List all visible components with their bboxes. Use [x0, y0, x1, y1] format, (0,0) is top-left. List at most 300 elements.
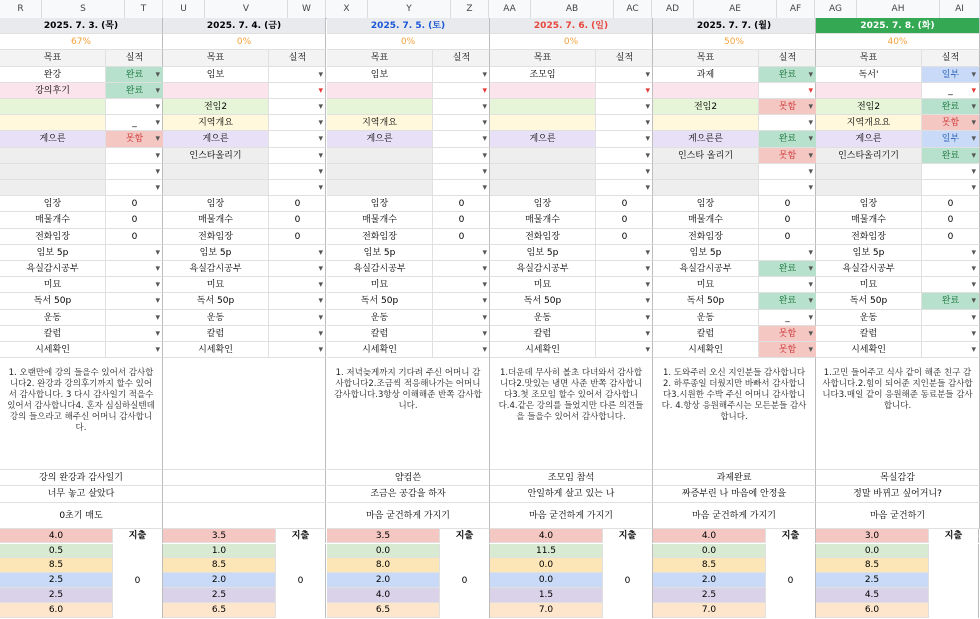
- reflection-2[interactable]: 정말 바뀌고 싶어거니?: [853, 489, 942, 500]
- goal-cell[interactable]: [327, 164, 432, 179]
- result-dropdown[interactable]: [268, 99, 326, 114]
- result-dropdown[interactable]: [105, 180, 163, 195]
- task-row: [0, 148, 163, 164]
- column-header-ad[interactable]: AD: [652, 0, 694, 18]
- result-dropdown[interactable]: [432, 261, 490, 276]
- goal-cell[interactable]: 시세확인: [362, 345, 397, 355]
- goal-cell[interactable]: 과제: [653, 67, 758, 82]
- goal-cell[interactable]: [490, 164, 595, 179]
- result-value: 0: [621, 215, 628, 226]
- result-dropdown[interactable]: [758, 99, 816, 114]
- result-dropdown[interactable]: [921, 326, 979, 341]
- goal-cell[interactable]: [163, 180, 268, 195]
- goal-cell[interactable]: 게으른: [0, 131, 105, 146]
- goal-cell[interactable]: 독서': [816, 67, 921, 82]
- result-dropdown[interactable]: [595, 83, 653, 98]
- result-dropdown[interactable]: [758, 277, 816, 292]
- result-dropdown[interactable]: [921, 131, 979, 146]
- goal-cell[interactable]: 임장: [533, 199, 552, 210]
- goal-cell[interactable]: 임장: [370, 199, 389, 210]
- gratitude-note[interactable]: 1. 오랜만에 강의 들을수 있어서 감사합니다2. 완강과 강의후기까지 할수 있어서 감사합니다. 3 다시 감사일기 적을수 있어서 감사합니다4. 혼자 심심하실텐데 강의 들으라고 해주신 어머니 감사합니다.: [7, 368, 155, 434]
- expense-value[interactable]: 0: [765, 544, 816, 619]
- goal-cell[interactable]: 미묘: [696, 280, 715, 291]
- goal-cell[interactable]: [327, 83, 432, 98]
- result-dropdown[interactable]: [595, 180, 653, 195]
- reflection-3[interactable]: 마음 굳건하게 가지기: [529, 510, 613, 521]
- result-dropdown[interactable]: [105, 196, 163, 211]
- result-dropdown[interactable]: [268, 310, 326, 325]
- reflection-1[interactable]: [163, 470, 325, 485]
- result-dropdown[interactable]: [432, 115, 490, 130]
- reflection-row: [163, 503, 326, 529]
- result-dropdown[interactable]: [105, 212, 163, 227]
- result-dropdown[interactable]: [921, 245, 979, 260]
- goal-cell[interactable]: 시세확인: [688, 345, 723, 355]
- column-header-u[interactable]: U: [163, 0, 205, 18]
- result-dropdown[interactable]: [105, 310, 163, 325]
- result-dropdown[interactable]: [758, 229, 816, 244]
- goal-cell[interactable]: 임보 5p: [852, 247, 885, 258]
- column-header-ac[interactable]: AC: [614, 0, 652, 18]
- result-dropdown[interactable]: [432, 229, 490, 244]
- goal-cell[interactable]: [327, 148, 432, 163]
- result-dropdown[interactable]: [432, 148, 490, 163]
- goal-cell[interactable]: 임보 5p: [199, 247, 232, 258]
- goal-cell[interactable]: 칼럼: [43, 328, 62, 339]
- goal-cell[interactable]: 임보: [327, 67, 432, 82]
- goal-cell[interactable]: 임장: [206, 199, 225, 210]
- result-dropdown[interactable]: [105, 293, 163, 308]
- column-header-s[interactable]: S: [42, 0, 125, 18]
- result-value: 0: [458, 231, 465, 242]
- goal-cell[interactable]: 미묘: [206, 280, 225, 291]
- result-dropdown[interactable]: [921, 164, 979, 179]
- result-dropdown[interactable]: [595, 148, 653, 163]
- status-chip: 완료: [778, 296, 797, 307]
- result-dropdown[interactable]: [595, 326, 653, 341]
- goal-cell[interactable]: 독서 50p: [686, 296, 725, 307]
- goal-cell[interactable]: 미묘: [859, 280, 878, 291]
- reflection-1[interactable]: 강의 완강과 감사일기: [39, 473, 123, 484]
- goal-cell[interactable]: [653, 180, 758, 195]
- expense-value[interactable]: [928, 544, 979, 619]
- goal-cell[interactable]: 강의후기: [0, 83, 105, 98]
- goal-cell[interactable]: [490, 180, 595, 195]
- result-dropdown[interactable]: [921, 342, 979, 357]
- column-header-x[interactable]: X: [326, 0, 368, 18]
- result-dropdown[interactable]: [268, 115, 326, 130]
- result-dropdown[interactable]: [758, 293, 816, 308]
- column-header-t[interactable]: T: [125, 0, 163, 18]
- result-dropdown[interactable]: [595, 212, 653, 227]
- result-dropdown[interactable]: [595, 310, 653, 325]
- result-dropdown[interactable]: [758, 164, 816, 179]
- result-dropdown[interactable]: [432, 326, 490, 341]
- goal-cell[interactable]: 인스타올리기: [163, 148, 268, 163]
- result-dropdown[interactable]: [105, 261, 163, 276]
- summary-value: 8.0: [327, 558, 439, 573]
- goal-cell[interactable]: 임장: [696, 199, 715, 210]
- result-dropdown[interactable]: [921, 148, 979, 163]
- routine-row: [0, 196, 163, 212]
- expense-value[interactable]: 0: [439, 544, 490, 619]
- result-dropdown[interactable]: [268, 245, 326, 260]
- result-dropdown[interactable]: [758, 115, 816, 130]
- result-dropdown[interactable]: [268, 164, 326, 179]
- goal-header: 목표: [533, 53, 552, 64]
- result-dropdown[interactable]: [595, 196, 653, 211]
- goal-cell[interactable]: 임보 5p: [36, 247, 69, 258]
- result-dropdown[interactable]: [105, 245, 163, 260]
- column-header-ab[interactable]: AB: [531, 0, 614, 18]
- result-dropdown[interactable]: [268, 131, 326, 146]
- result-dropdown[interactable]: [921, 229, 979, 244]
- result-dropdown[interactable]: [105, 342, 163, 357]
- column-header-aa[interactable]: AA: [489, 0, 531, 18]
- goal-cell[interactable]: 전화임장: [525, 231, 560, 242]
- goal-cell[interactable]: 시세확인: [35, 345, 70, 355]
- result-dropdown[interactable]: [758, 261, 816, 276]
- goal-cell[interactable]: 게으른: [327, 131, 432, 146]
- goal-cell[interactable]: 매물개수: [198, 215, 233, 226]
- result-dropdown[interactable]: [758, 245, 816, 260]
- goal-cell[interactable]: 운동: [859, 312, 878, 323]
- result-value: 0: [131, 215, 138, 226]
- goal-cell[interactable]: 운동: [43, 312, 62, 323]
- result-dropdown[interactable]: [921, 67, 979, 82]
- goal-cell[interactable]: [0, 180, 105, 195]
- result-value: 0: [784, 231, 791, 242]
- result-dropdown[interactable]: [921, 261, 979, 276]
- result-dropdown[interactable]: [432, 196, 490, 211]
- result-dropdown[interactable]: [595, 245, 653, 260]
- goal-cell[interactable]: 미묘: [533, 280, 552, 291]
- result-dropdown[interactable]: [268, 277, 326, 292]
- result-dropdown[interactable]: [268, 261, 326, 276]
- result-dropdown[interactable]: [432, 131, 490, 146]
- goal-cell[interactable]: 지역개요요: [816, 115, 921, 130]
- result-dropdown[interactable]: [921, 196, 979, 211]
- goal-cell[interactable]: 독서 50p: [33, 296, 72, 307]
- result-dropdown[interactable]: [758, 180, 816, 195]
- goal-cell[interactable]: 시세확인: [851, 345, 886, 355]
- goal-cell[interactable]: 칼럼: [206, 328, 225, 339]
- gratitude-note[interactable]: 1. 저녁늦게까지 기다려 주신 어머니 감사합니다2.조금씩 적응해나가는 어머니 감사합니다.3항상 이해해준 반쪽 감사합니다.: [334, 368, 482, 412]
- goal-cell[interactable]: [327, 99, 432, 114]
- result-dropdown[interactable]: [432, 245, 490, 260]
- goal-cell[interactable]: 게으른: [163, 131, 268, 146]
- percent-row: [327, 34, 490, 50]
- result-dropdown[interactable]: [432, 310, 490, 325]
- date-header[interactable]: 2025. 7. 8. (화): [816, 18, 979, 33]
- goal-cell[interactable]: 전임2: [653, 99, 758, 114]
- goal-cell[interactable]: [327, 180, 432, 195]
- result-dropdown[interactable]: [105, 326, 163, 341]
- result-dropdown[interactable]: [268, 342, 326, 357]
- reflection-2[interactable]: 안일하게 살고 있는 나: [527, 489, 615, 500]
- goal-cell[interactable]: 전화임장: [688, 231, 723, 242]
- goal-cell[interactable]: 칼럼: [859, 328, 878, 339]
- goal-cell[interactable]: [490, 99, 595, 114]
- result-dropdown[interactable]: [432, 67, 490, 82]
- date-row: [490, 18, 653, 34]
- task-row: [490, 83, 653, 99]
- goal-cell[interactable]: 전화임장: [198, 231, 233, 242]
- task-row: [327, 164, 490, 180]
- result-dropdown[interactable]: [432, 99, 490, 114]
- goal-cell[interactable]: 매물개수: [851, 215, 886, 226]
- result-dropdown[interactable]: [432, 83, 490, 98]
- expense-value[interactable]: 0: [602, 544, 653, 619]
- goal-cell[interactable]: 임보 5p: [689, 247, 722, 258]
- goal-cell[interactable]: [0, 164, 105, 179]
- result-dropdown[interactable]: [595, 164, 653, 179]
- reflection-3[interactable]: 마음 굳건하게 가지기: [366, 510, 450, 521]
- goal-cell[interactable]: 욕실감시공부: [189, 264, 242, 274]
- goal-cell[interactable]: [653, 83, 758, 98]
- column-header-ag[interactable]: AG: [815, 0, 857, 18]
- goal-cell[interactable]: 미묘: [370, 280, 389, 291]
- column-header-ai[interactable]: AI: [940, 0, 980, 18]
- goal-cell[interactable]: 지역개요: [163, 115, 268, 130]
- goal-cell[interactable]: 칼럼: [696, 328, 715, 339]
- result-dropdown[interactable]: [921, 83, 979, 98]
- goal-cell[interactable]: 게으른: [490, 131, 595, 146]
- result-dropdown[interactable]: [268, 83, 326, 98]
- goal-cell[interactable]: 욕실감시공부: [353, 264, 406, 274]
- reflection-1[interactable]: 얌컴쓴: [394, 473, 422, 484]
- goal-cell[interactable]: 임보: [163, 67, 268, 82]
- result-dropdown[interactable]: [758, 131, 816, 146]
- expense-value[interactable]: 0: [112, 544, 163, 619]
- result-dropdown[interactable]: [758, 212, 816, 227]
- goal-cell[interactable]: [490, 83, 595, 98]
- goal-cell[interactable]: [653, 115, 758, 130]
- result-dropdown[interactable]: [758, 196, 816, 211]
- reflection-2[interactable]: 조금은 공감을 하자: [370, 489, 446, 500]
- gratitude-note[interactable]: 1.더운데 무사히 볼초 다녀와서 감사합니다2.맛있는 냉면 사준 반쪽 감사합니다3.첫 조모임 할수 있어서 감사합니다.4.같은 강의를 들었지만 다른 의견들을 들을수 있어서 감사합니다.: [498, 368, 644, 423]
- date-header[interactable]: 2025. 7. 3. (목): [0, 18, 162, 33]
- reflection-row: [163, 470, 326, 486]
- result-dropdown[interactable]: [268, 196, 326, 211]
- result-dropdown[interactable]: [758, 83, 816, 98]
- reflection-2[interactable]: 너무 놓고 살았다: [47, 489, 115, 500]
- goal-cell[interactable]: 독서 50p: [849, 296, 888, 307]
- result-dropdown[interactable]: [268, 67, 326, 82]
- goal-cell[interactable]: 인스타올리기기: [816, 148, 921, 163]
- result-dropdown[interactable]: [268, 229, 326, 244]
- result-dropdown[interactable]: [105, 229, 163, 244]
- goal-cell[interactable]: 운동: [206, 312, 225, 323]
- column-header-w[interactable]: W: [288, 0, 326, 18]
- result-dropdown[interactable]: [432, 180, 490, 195]
- routine-row: [163, 293, 326, 309]
- goal-cell[interactable]: 임보 5p: [363, 247, 396, 258]
- result-dropdown[interactable]: [105, 67, 163, 82]
- result-dropdown[interactable]: [105, 148, 163, 163]
- result-dropdown[interactable]: [432, 293, 490, 308]
- reflection-2[interactable]: [163, 486, 325, 501]
- goal-cell[interactable]: 욕실감시공부: [842, 264, 895, 274]
- result-dropdown[interactable]: [758, 326, 816, 341]
- reflection-3[interactable]: 0초기 매도: [59, 510, 103, 521]
- result-dropdown[interactable]: [921, 180, 979, 195]
- reflection-1[interactable]: 과제완료: [716, 473, 752, 484]
- routine-row: [163, 277, 326, 293]
- goal-cell[interactable]: 시세확인: [525, 345, 560, 355]
- reflection-3[interactable]: [163, 503, 325, 528]
- goal-cell[interactable]: 인스타 올리기: [653, 148, 758, 163]
- goal-cell[interactable]: 임보 5p: [526, 247, 559, 258]
- result-dropdown[interactable]: [105, 99, 163, 114]
- goal-cell[interactable]: [490, 115, 595, 130]
- result-dropdown[interactable]: [432, 342, 490, 357]
- goal-cell[interactable]: 지역개요: [327, 115, 432, 130]
- result-dropdown[interactable]: [595, 229, 653, 244]
- goal-cell[interactable]: 칼럼: [533, 328, 552, 339]
- goal-cell[interactable]: 운동: [533, 312, 552, 323]
- goal-cell[interactable]: [653, 164, 758, 179]
- result-dropdown[interactable]: [105, 83, 163, 98]
- result-dropdown[interactable]: [268, 180, 326, 195]
- goal-cell[interactable]: 욕실감시공부: [26, 264, 79, 274]
- result-dropdown[interactable]: [105, 164, 163, 179]
- result-dropdown[interactable]: [268, 212, 326, 227]
- reflection-row: [816, 503, 980, 529]
- goal-cell[interactable]: 운동: [696, 312, 715, 323]
- column-header-r[interactable]: R: [0, 0, 42, 18]
- goal-cell[interactable]: 전임2: [163, 99, 268, 114]
- result-dropdown[interactable]: [921, 310, 979, 325]
- goal-cell[interactable]: 임장: [859, 199, 878, 210]
- reflection-2[interactable]: 짜증부린 나 마음에 안정을: [681, 489, 787, 500]
- goal-cell[interactable]: [490, 148, 595, 163]
- task-row: [816, 115, 980, 131]
- result-value: _: [948, 85, 953, 96]
- task-row: [163, 115, 326, 131]
- goal-cell[interactable]: 독서 50p: [523, 296, 562, 307]
- reflection-1[interactable]: 목실감감: [880, 473, 915, 484]
- goal-cell[interactable]: 게으른른: [653, 131, 758, 146]
- goal-cell[interactable]: 미묘: [43, 280, 62, 291]
- goal-cell[interactable]: 매물개수: [362, 215, 397, 226]
- goal-cell[interactable]: 전화임장: [35, 231, 70, 242]
- goal-cell[interactable]: 전화임장: [851, 231, 886, 242]
- result-dropdown[interactable]: [268, 293, 326, 308]
- result-dropdown[interactable]: [758, 310, 816, 325]
- routine-row: [490, 229, 653, 245]
- result-dropdown[interactable]: [432, 164, 490, 179]
- result-dropdown[interactable]: [921, 212, 979, 227]
- goal-cell[interactable]: 전임2: [816, 99, 921, 114]
- goal-cell[interactable]: [0, 99, 105, 114]
- goal-cell[interactable]: 임장: [43, 199, 62, 210]
- result-dropdown[interactable]: [105, 131, 163, 146]
- result-dropdown[interactable]: [595, 293, 653, 308]
- expense-header: 지출: [765, 529, 816, 544]
- reflection-3[interactable]: 마음 굳건하기: [869, 510, 926, 521]
- goal-cell[interactable]: [816, 83, 921, 98]
- goal-cell[interactable]: 전화임장: [362, 231, 397, 242]
- date-header[interactable]: 2025. 7. 4. (금): [163, 18, 325, 33]
- summary-value: 2.0: [163, 573, 275, 588]
- result-dropdown[interactable]: [268, 326, 326, 341]
- column-header-z[interactable]: Z: [451, 0, 489, 18]
- routine-row: [653, 196, 816, 212]
- result-dropdown[interactable]: [921, 115, 979, 130]
- result-dropdown[interactable]: [921, 99, 979, 114]
- goal-cell[interactable]: [163, 83, 268, 98]
- result-dropdown[interactable]: [268, 148, 326, 163]
- task-row: [816, 83, 980, 99]
- gratitude-note[interactable]: 1.고민 들어주고 식사 같이 해준 친구 감사합니다.2.힘이 되어준 지인분들 감사합니다3.매일 같이 응원해준 동료분들 감사합니다.: [822, 368, 973, 412]
- result-dropdown[interactable]: [105, 277, 163, 292]
- column-header-v[interactable]: V: [205, 0, 288, 18]
- goal-cell[interactable]: 운동: [370, 312, 389, 323]
- summary-value: 6.5: [327, 603, 439, 618]
- goal-cell[interactable]: [163, 164, 268, 179]
- date-header[interactable]: 2025. 7. 7. (월): [653, 18, 815, 33]
- result-dropdown[interactable]: [105, 115, 163, 130]
- expense-value[interactable]: 0: [275, 544, 326, 619]
- gratitude-note[interactable]: [163, 358, 325, 469]
- goal-cell[interactable]: [816, 180, 921, 195]
- result-dropdown[interactable]: [921, 293, 979, 308]
- goal-cell[interactable]: 독서 50p: [360, 296, 399, 307]
- result-dropdown[interactable]: [758, 148, 816, 163]
- goal-cell[interactable]: 매물개수: [525, 215, 560, 226]
- goal-cell[interactable]: 게으른: [816, 131, 921, 146]
- goal-cell[interactable]: [0, 148, 105, 163]
- result-dropdown[interactable]: [758, 67, 816, 82]
- goal-cell[interactable]: 조모임: [490, 67, 595, 82]
- result-dropdown[interactable]: [595, 115, 653, 130]
- goal-cell[interactable]: [816, 164, 921, 179]
- reflection-1[interactable]: 조모임 참석: [547, 473, 595, 484]
- result-dropdown[interactable]: [758, 342, 816, 357]
- reflection-3[interactable]: 마음 굳건하게 가지기: [692, 510, 776, 521]
- column-header-af[interactable]: AF: [777, 0, 815, 18]
- task-row: [490, 99, 653, 115]
- goal-cell[interactable]: 매물개수: [35, 215, 70, 226]
- result-dropdown[interactable]: [432, 277, 490, 292]
- date-header[interactable]: 2025. 7. 5. (토): [327, 18, 489, 33]
- result-dropdown[interactable]: [432, 212, 490, 227]
- goal-cell[interactable]: [0, 115, 105, 130]
- goal-cell[interactable]: 독서 50p: [196, 296, 235, 307]
- goal-cell[interactable]: 완강: [0, 67, 105, 82]
- result-dropdown[interactable]: [921, 277, 979, 292]
- result-dropdown[interactable]: [595, 277, 653, 292]
- goal-cell[interactable]: 시세확인: [198, 345, 233, 355]
- column-header-y[interactable]: Y: [368, 0, 451, 18]
- summary-value: 2.0: [653, 573, 765, 588]
- result-dropdown[interactable]: [595, 261, 653, 276]
- result-dropdown[interactable]: [595, 99, 653, 114]
- result-dropdown[interactable]: [595, 67, 653, 82]
- result-dropdown[interactable]: [595, 131, 653, 146]
- result-dropdown[interactable]: [595, 342, 653, 357]
- routine-row: [653, 261, 816, 277]
- goal-cell[interactable]: 욕실감시공부: [679, 264, 732, 274]
- column-header-ah[interactable]: AH: [857, 0, 940, 18]
- goal-cell[interactable]: 매물개수: [688, 215, 723, 226]
- goal-cell[interactable]: 욕실감시공부: [516, 264, 569, 274]
- gratitude-note[interactable]: 1. 도와주러 오신 지인분들 감사합니다2. 하루종일 더웠지만 바빠서 감사합니다3.시원한 수박 주신 어머니 감사합니다. 4.항상 응원해주시는 모든분들 감사합니다.: [661, 368, 807, 423]
- column-header-ae[interactable]: AE: [694, 0, 777, 18]
- goal-cell[interactable]: 칼럼: [370, 328, 389, 339]
- date-header[interactable]: 2025. 7. 6. (일): [490, 18, 652, 33]
